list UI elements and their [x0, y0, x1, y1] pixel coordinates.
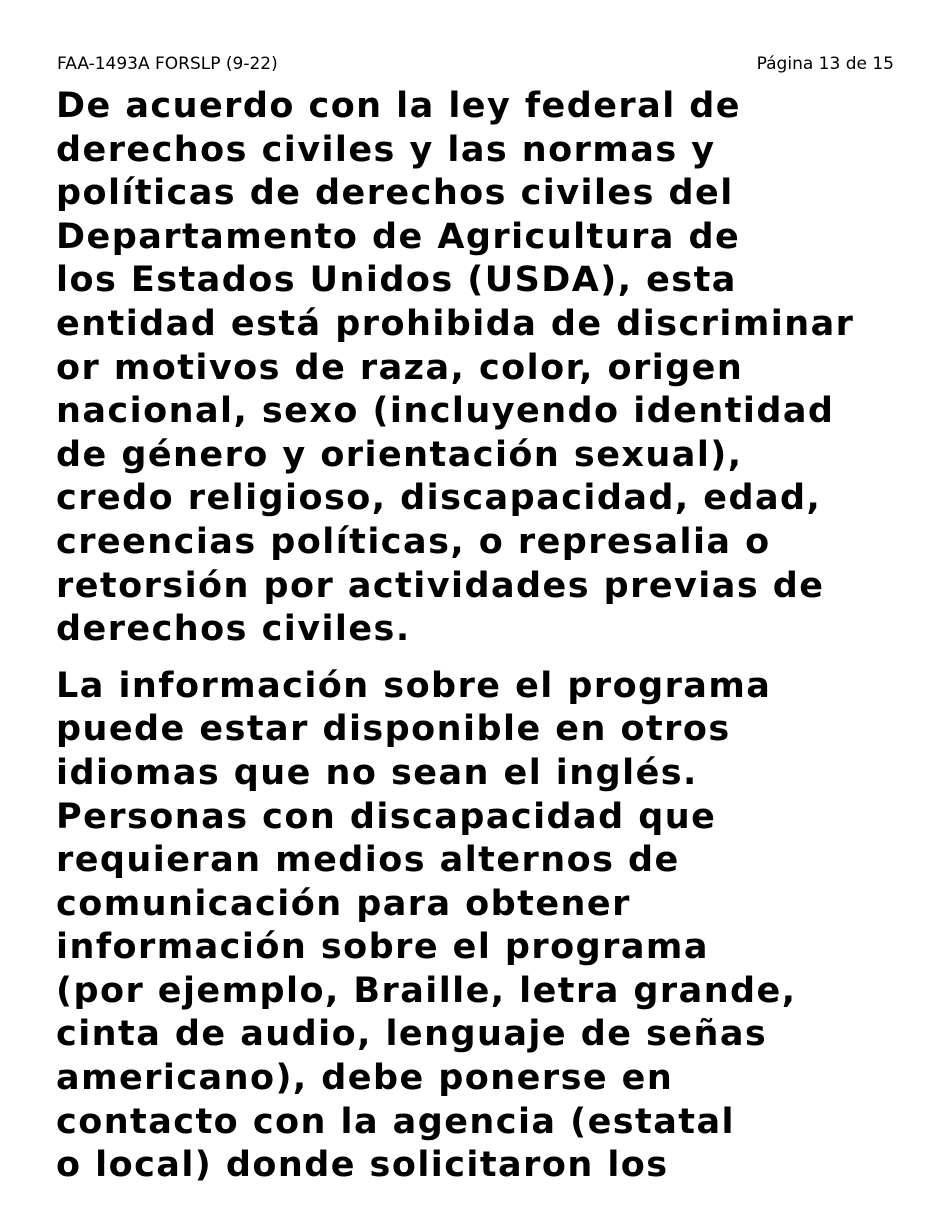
text-line: Departamento de Agricultura de [56, 216, 741, 257]
paragraph-program-information [56, 665, 916, 1188]
text-line: Personas con discapacidad que [56, 796, 717, 837]
text-line: nacional, sexo (incluyendo identidad [56, 391, 835, 432]
text-line: requieran medios alternos de [56, 840, 680, 881]
text-line: entidad está prohibida de discriminar [56, 303, 855, 344]
text-line: retorsión por actividades previas de [56, 565, 825, 606]
text-line: De acuerdo con la ley federal de [56, 86, 741, 126]
text-line: idiomas que no sean el inglés. [56, 752, 698, 793]
text-line: credo religioso, discapacidad, edad, [56, 478, 822, 519]
text-line: or motivos de raza, color, origen [56, 347, 744, 388]
form-id: FAA-1493A FORSLP (9-22) [57, 54, 278, 74]
text-line: derechos civiles. [56, 609, 411, 650]
page-number: Página 13 de 15 [756, 54, 894, 74]
text-line: contacto con la agencia (estatal [56, 1101, 735, 1142]
text-line: información sobre el programa [56, 927, 709, 968]
text-line: los Estados Unidos (USDA), esta [56, 260, 737, 301]
text-line: derechos civiles y las normas y [56, 129, 716, 170]
text-line: puede estar disponible en otros [56, 709, 731, 750]
text-line: La información sobre el programa [56, 665, 772, 706]
text-line: o local) donde solicitaron los [56, 1145, 669, 1186]
paragraph-civil-rights [56, 85, 916, 652]
text-line: comunicación para obtener [56, 883, 631, 924]
page-header [57, 52, 894, 76]
text-line: políticas de derechos civiles del [56, 173, 734, 214]
body-text [56, 85, 916, 1188]
text-line: (por ejemplo, Braille, letra grande, [56, 970, 797, 1011]
text-line: creencias políticas, o represalia o [56, 521, 771, 562]
text-line: americano), debe ponerse en [56, 1058, 674, 1099]
text-line: cinta de audio, lenguaje de señas [56, 1014, 768, 1055]
text-line: de género y orientación sexual), [56, 434, 743, 475]
